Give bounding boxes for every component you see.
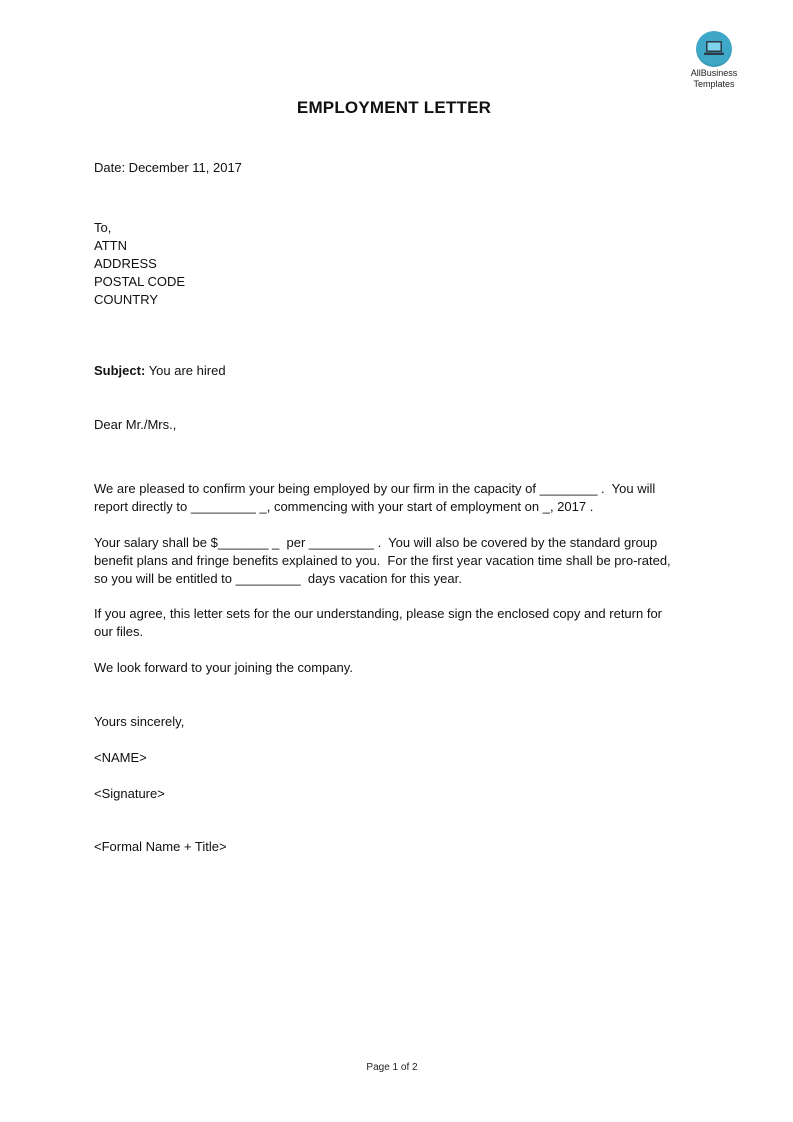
closing: Yours sincerely, [94,714,185,729]
subject-text: You are hired [148,363,226,378]
paragraph-line: We are pleased to confirm your being employed by our firm in the capacity of ________ . You will [94,481,656,496]
salutation: Dear Mr./Mrs., [94,417,177,432]
laptop-icon [696,31,732,67]
paragraph-agreement [94,605,704,641]
name-placeholder: <NAME> [94,750,147,765]
to-line: To, [94,220,112,235]
paragraph-line: benefit plans and fringe benefits explained to you. For the first year vacation time shall be pro-rated, [94,553,671,568]
letter-title: EMPLOYMENT LETTER [296,98,492,117]
date-line: Date: December 11, 2017 [94,160,242,175]
attn-line: ATTN [94,238,127,253]
paragraph-line: report directly to _________ _, commencing with your start of employment on _, 2017 . [94,499,594,514]
paragraph-salary [94,534,704,588]
paragraph-closing-remark: We look forward to your joining the company. [94,660,353,675]
allbusiness-logo [686,31,742,89]
address-line: ADDRESS [94,256,157,271]
country-line: COUNTRY [94,292,159,307]
logo-text-line1: AllBusiness [690,68,738,78]
formal-name-placeholder: <Formal Name + Title> [94,839,227,854]
signature-placeholder: <Signature> [94,786,165,801]
postal-code-line: POSTAL CODE [94,274,186,289]
paragraph-employment [94,480,704,516]
recipient-address-block [94,219,704,309]
paragraph-line: so you will be entitled to _________ days vacation for this year. [94,571,462,586]
paragraph-line: our files. [94,624,144,639]
subject-label: Subject: [94,363,146,378]
paragraph-line: If you agree, this letter sets for the our understanding, please sign the enclosed copy and return for [94,606,663,621]
page-number: Page 1 of 2 [366,1062,418,1073]
subject-line [94,362,704,380]
paragraph-line: Your salary shall be $_______ _ per _________ . You will also be covered by the standard group [94,535,658,550]
logo-text-line2: Templates [693,79,735,89]
